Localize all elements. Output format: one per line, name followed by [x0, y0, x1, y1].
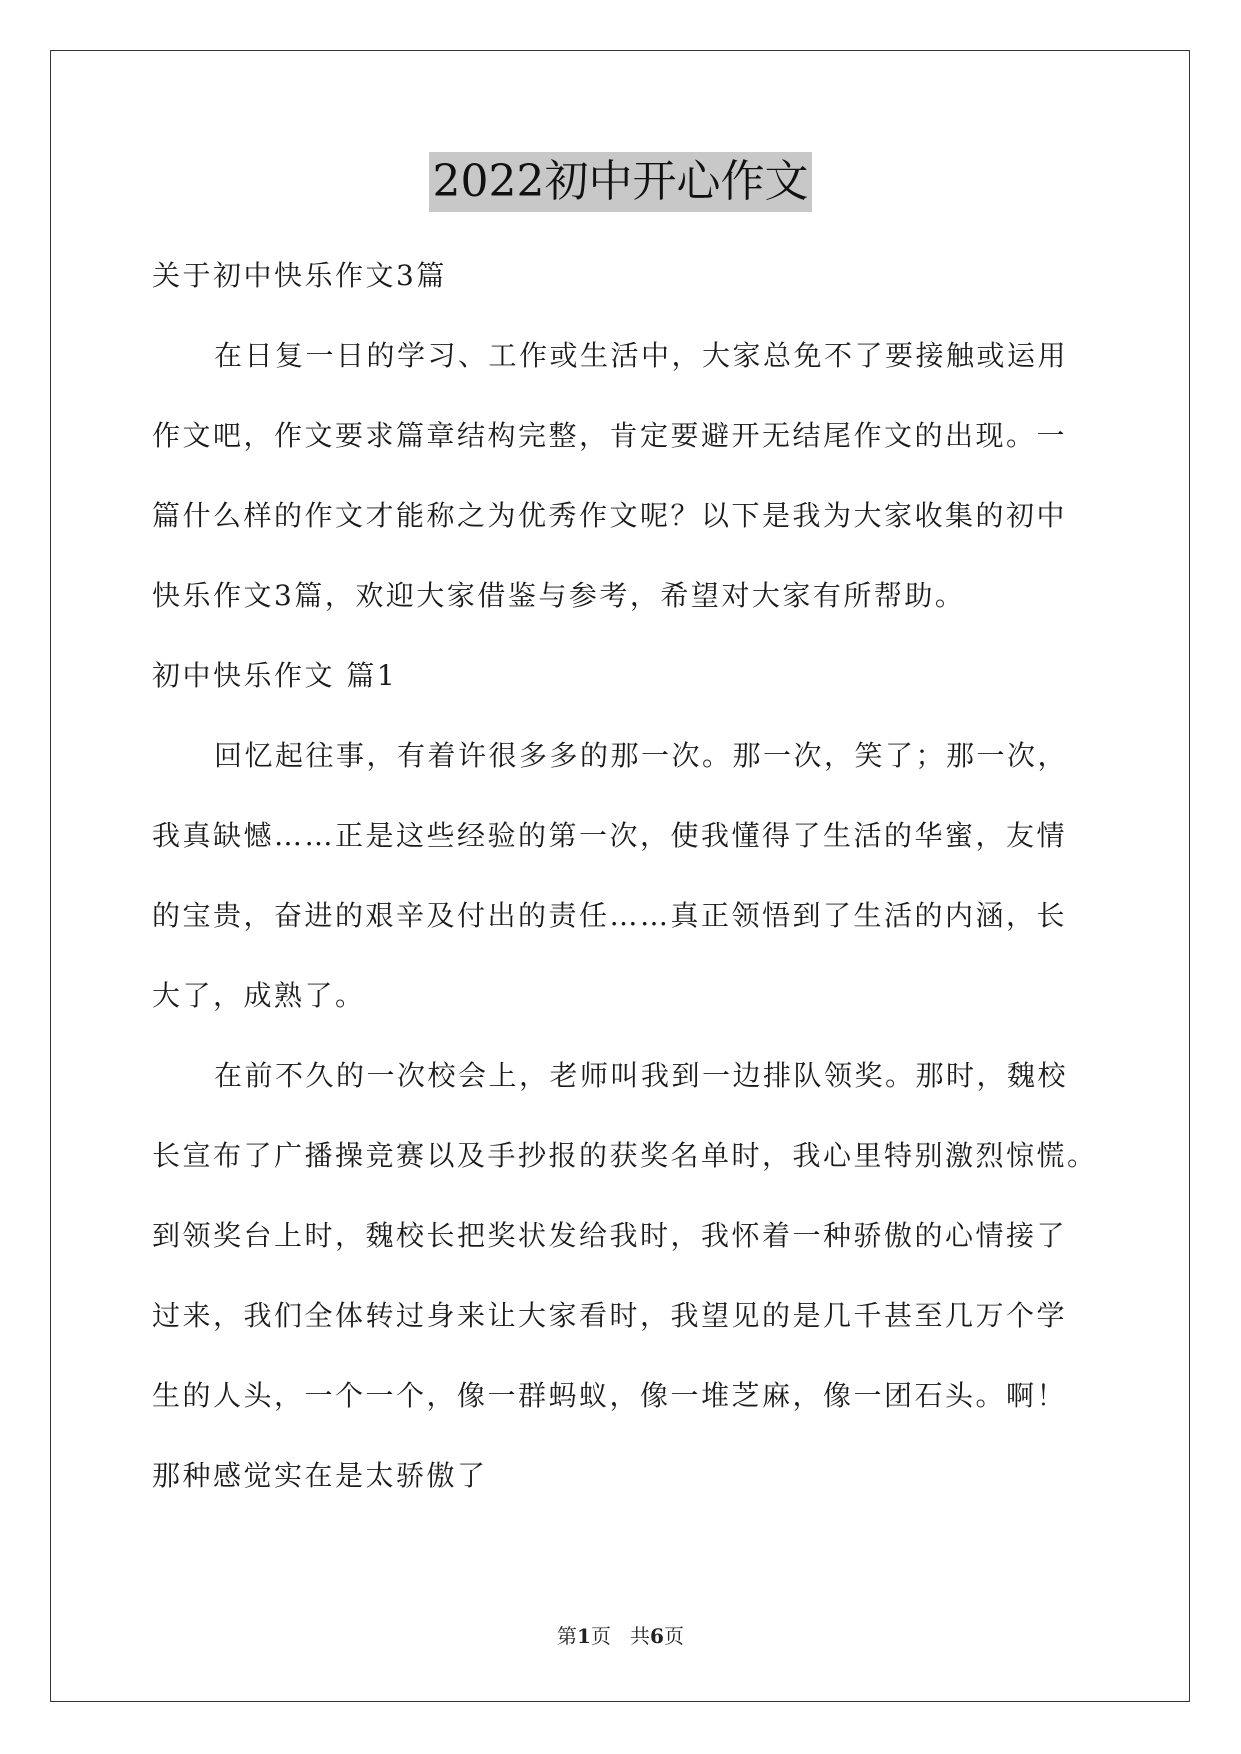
- para1-line-1: 回忆起往事，有着许很多多的那一次。那一次，笑了；那一次，: [214, 739, 1069, 772]
- title-container: [0, 152, 1241, 212]
- document-title: 2022初中开心作文: [429, 152, 813, 212]
- para2-line-4: 过来，我们全体转过身来让大家看时，我望见的是几千甚至几万个学: [152, 1299, 1068, 1332]
- para2-line-6: 那种感觉实在是太骄傲了: [152, 1459, 488, 1492]
- footer-total-prefix: 共: [630, 1624, 651, 1648]
- intro-line-1: 在日复一日的学习、工作或生活中，大家总免不了要接触或运用: [214, 339, 1069, 372]
- para1-line-4: 大了，成熟了。: [152, 979, 366, 1012]
- section-heading-1: 初中快乐作文 篇1: [152, 659, 398, 692]
- document-body: [152, 236, 1112, 1516]
- intro-line-2: 作文吧，作文要求篇章结构完整，肯定要避开无结尾作文的出现。一: [152, 419, 1068, 452]
- document-subtitle: 关于初中快乐作文3篇: [152, 259, 447, 292]
- para1-line-3: 的宝贵，奋进的艰辛及付出的责任……真正领悟到了生活的内涵，长: [152, 899, 1068, 932]
- para2-line-1: 在前不久的一次校会上，老师叫我到一边排队领奖。那时，魏校: [214, 1059, 1069, 1092]
- para2-line-3: 到领奖台上时，魏校长把奖状发给我时，我怀着一种骄傲的心情接了: [152, 1219, 1068, 1252]
- footer-total-suffix: 页: [663, 1624, 684, 1648]
- para2-line-5: 生的人头，一个一个，像一群蚂蚁，像一堆芝麻，像一团石头。啊！: [152, 1379, 1068, 1412]
- footer-page-suffix: 页: [590, 1624, 611, 1648]
- para2-line-2: 长宣布了广播操竞赛以及手抄报的获奖名单时，我心里特别激烈惊慌。: [152, 1139, 1098, 1172]
- para1-line-2: 我真缺憾……正是这些经验的第一次，使我懂得了生活的华蜜，友情: [152, 819, 1068, 852]
- footer-prefix: 第: [557, 1624, 578, 1648]
- current-page-number: 1: [577, 1624, 591, 1648]
- intro-line-4: 快乐作文3篇，欢迎大家借鉴与参考，希望对大家有所帮助。: [152, 579, 966, 612]
- page-footer: [0, 1620, 1241, 1649]
- intro-line-3: 篇什么样的作文才能称之为优秀作文呢？以下是我为大家收集的初中: [152, 499, 1068, 532]
- total-page-count: 6: [650, 1624, 664, 1648]
